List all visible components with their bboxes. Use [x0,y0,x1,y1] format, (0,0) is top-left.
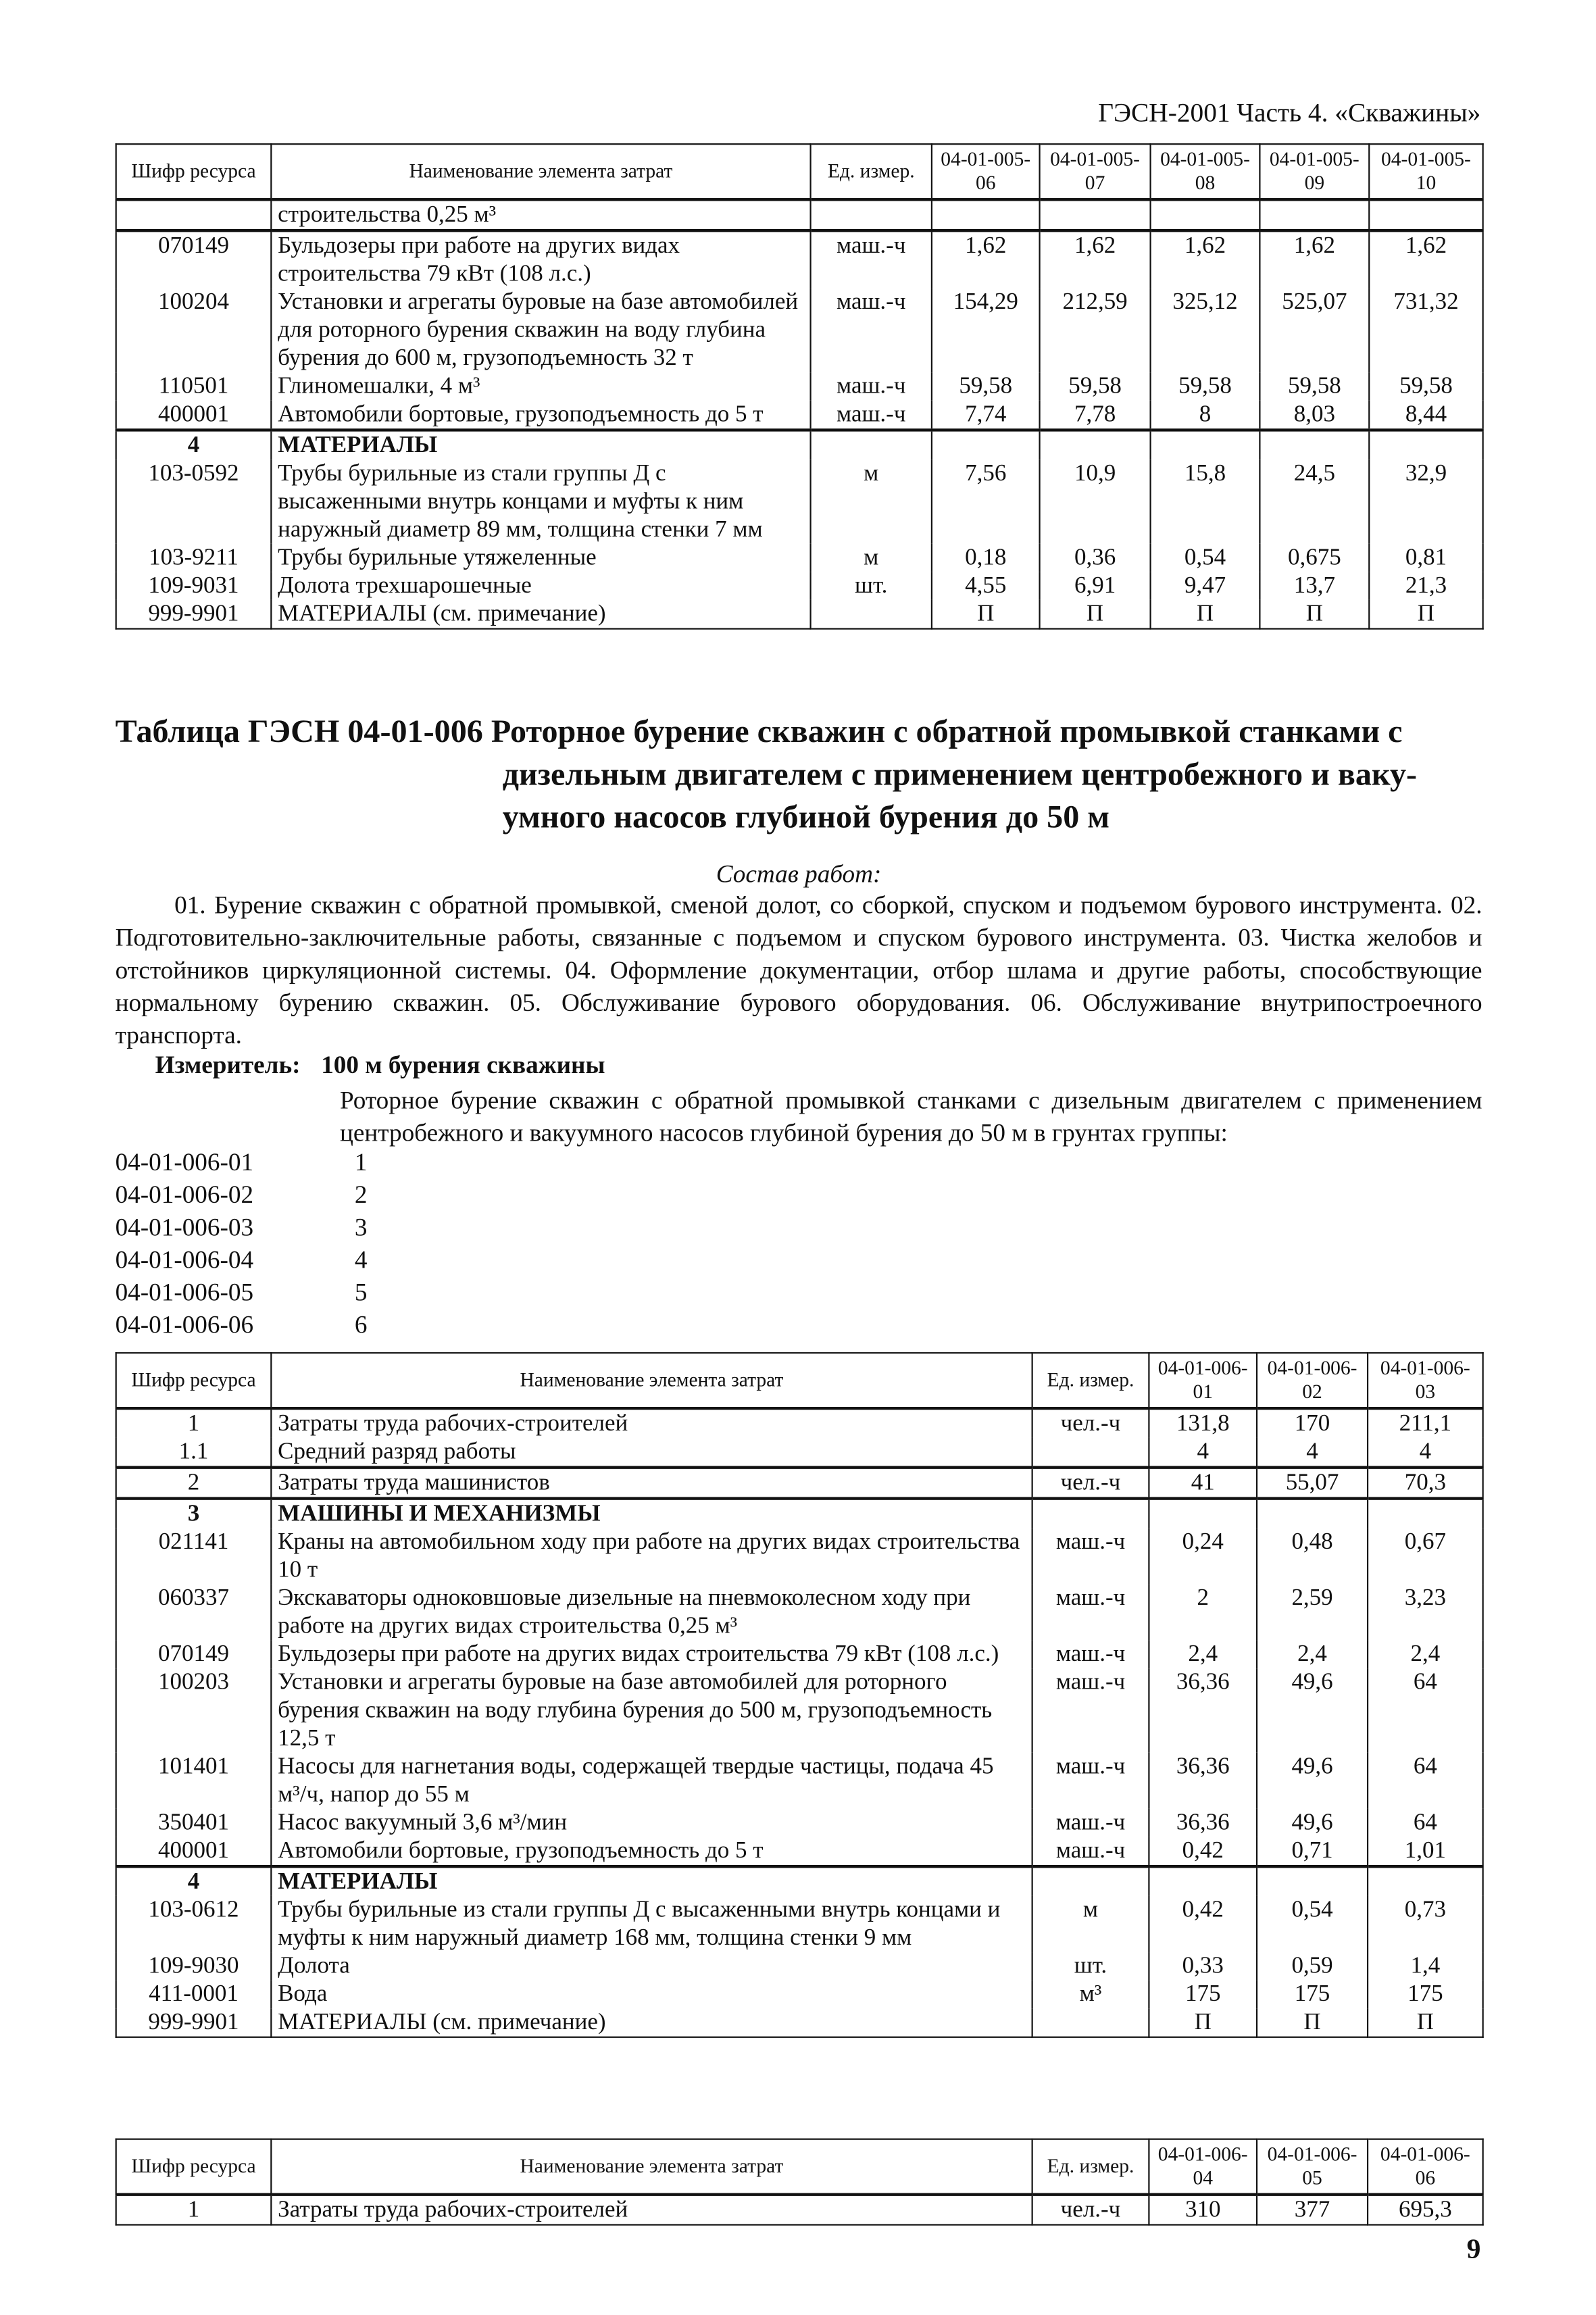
table-row [116,199,1483,230]
norm-value [1149,1499,1257,1528]
norm-value: 15,8 [1151,459,1260,544]
norm-value: 36,36 [1149,1753,1257,1809]
table-header-row [116,2139,1483,2195]
meter [155,1051,626,1080]
norm-value: 211,1 [1368,1408,1483,1438]
norm-value [1149,1866,1257,1896]
norm-value: 7,74 [932,401,1040,430]
resource-table-005 [116,143,1484,630]
norm-value: 49,6 [1257,1809,1368,1837]
header-name: Наименование элемента затрат [271,144,810,199]
unit: маш.-ч [1032,1837,1149,1866]
norm-code-item [116,1212,368,1244]
table-row [116,1809,1483,1837]
table-row [116,2008,1483,2037]
norm-value [1368,1866,1483,1896]
norm-value: 2,59 [1257,1584,1368,1640]
norm-description: Роторное бурение скважин с обратной промывкой станками с дизельным двигателем с применением центробежного и вакуумного насосов глубиной бурения до 50 м в грунтах группы: [340,1086,1482,1147]
resource-code: 021141 [116,1528,272,1584]
resource-name: Экскаваторы одноковшовые дизельные на пневмоколесном ходу при работе на других видах строительства 0,25 м³ [271,1584,1032,1640]
unit: маш.-ч [811,372,932,401]
header-norm-code: 04-01-005-08 [1151,144,1260,199]
table-header-row [116,1353,1483,1408]
title-line-2: дизельным двигателем с применением центробежного и ваку- [502,755,1418,793]
norm-value: П [1257,2008,1368,2037]
norm-value: П [932,600,1040,629]
norm-value: П [1149,2008,1257,2037]
table-row [116,459,1483,544]
table-row [116,1641,1483,1669]
resource-name: Долота [271,1952,1032,1981]
norm-value: 36,36 [1149,1668,1257,1753]
header-norm-code: 04-01-005-07 [1040,144,1151,199]
resource-code: 060337 [116,1584,272,1640]
norm-value [1151,430,1260,459]
unit: чел.-ч [1032,1468,1149,1499]
norm-value [1369,430,1482,459]
resource-code: 1 [116,1408,272,1438]
header-norm-code: 04-01-006-03 [1368,1353,1483,1408]
norm-code-item [116,1310,368,1342]
resource-code: 070149 [116,230,272,288]
norm-value: 4 [1257,1438,1368,1468]
norm-value [1151,199,1260,230]
running-header: ГЭСН-2001 Часть 4. «Скважины» [1098,97,1481,128]
resource-code: 109-9030 [116,1952,272,1981]
norm-value: 59,58 [1151,372,1260,401]
resource-code: 109-9031 [116,572,272,600]
norm-code: 04-01-006-05 [115,1278,254,1307]
norm-value: 0,24 [1149,1528,1257,1584]
resource-code: 999-9901 [116,600,272,629]
table-row [116,1981,1483,2009]
unit: м³ [1032,1981,1149,2009]
norm-value: 1,4 [1368,1952,1483,1981]
resource-code: 2 [116,1468,272,1499]
norm-value: П [1260,600,1369,629]
norm-value: 70,3 [1368,1468,1483,1499]
norm-value: 175 [1149,1981,1257,2009]
unit: шт. [1032,1952,1149,1981]
norm-value: 0,54 [1257,1896,1368,1952]
resource-name: МАТЕРИАЛЫ [271,1866,1032,1896]
norm-value: 59,58 [1369,372,1482,401]
unit: чел.-ч [1032,2195,1149,2225]
norm-code-item [116,1179,368,1212]
norm-value: 49,6 [1257,1668,1368,1753]
resource-table-006-b [116,2139,1484,2226]
header-name: Наименование элемента затрат [271,2139,1032,2195]
norm-value: 695,3 [1368,2195,1483,2225]
norm-value: 59,58 [932,372,1040,401]
soil-group: 2 [354,1180,368,1209]
resource-code: 400001 [116,401,272,430]
norm-value: 59,58 [1040,372,1151,401]
resource-code: 100203 [116,1668,272,1753]
norm-code: 04-01-006-02 [115,1180,254,1209]
norm-code-item [116,1147,368,1179]
norm-value: 2,4 [1368,1641,1483,1669]
resource-name: Глиномешалки, 4 м³ [271,372,810,401]
resource-code: 101401 [116,1753,272,1809]
norm-value: 3,23 [1368,1584,1483,1640]
header-unit: Ед. измер. [1032,1353,1149,1408]
norm-code: 04-01-006-03 [115,1213,254,1242]
soil-group: 3 [354,1213,368,1242]
resource-code: 411-0001 [116,1981,272,2009]
header-norm-code: 04-01-005-06 [932,144,1040,199]
resource-code [116,199,272,230]
table-row [116,430,1483,459]
unit: маш.-ч [1032,1753,1149,1809]
soil-group: 5 [354,1278,368,1307]
norm-value: 1,62 [1369,230,1482,288]
norm-value: 59,58 [1260,372,1369,401]
norm-code-item [116,1244,368,1276]
table-row [116,1837,1483,1866]
resource-name: Бульдозеры при работе на других видах строительства 79 кВт (108 л.с.) [271,230,810,288]
norm-value: 0,18 [932,544,1040,572]
unit: м [811,544,932,572]
table-row [116,1438,1483,1468]
header-norm-code: 04-01-005-10 [1369,144,1482,199]
norm-value: 0,42 [1149,1837,1257,1866]
norm-value: 7,78 [1040,401,1151,430]
norm-value: 2 [1149,1584,1257,1640]
resource-code: 999-9901 [116,2008,272,2037]
norm-value: П [1151,600,1260,629]
resource-name: Трубы бурильные из стали группы Д с высаженными внутрь концами и муфты к ним наружный диаметр 89 мм, толщина стенки 7 мм [271,459,810,544]
norm-value [1040,430,1151,459]
norm-value: П [1040,600,1151,629]
unit: м [1032,1896,1149,1952]
norm-value: 0,81 [1369,544,1482,572]
header-norm-code: 04-01-006-04 [1149,2139,1257,2195]
norm-value: П [1369,600,1482,629]
norm-value: 2,4 [1257,1641,1368,1669]
table-row [116,1896,1483,1952]
header-unit: Ед. измер. [811,144,932,199]
norm-value: 377 [1257,2195,1368,2225]
table-row [116,544,1483,572]
resource-name: Затраты труда машинистов [271,1468,1032,1499]
norm-value: П [1368,2008,1483,2037]
norm-code-item [116,1277,368,1310]
title-line-1: Таблица ГЭСН 04-01-006 Роторное бурение скважин с обратной промывкой станками с [115,712,1403,749]
unit: маш.-ч [1032,1528,1149,1584]
norm-value: 24,5 [1260,459,1369,544]
norm-value: 0,73 [1368,1896,1483,1952]
resource-code: 103-9211 [116,544,272,572]
resource-name: Насосы для нагнетания воды, содержащей твердые частицы, подача 45 м³/ч, напор до 55 м [271,1753,1032,1809]
table-row [116,572,1483,600]
norm-value: 1,62 [1260,230,1369,288]
norm-value: 36,36 [1149,1809,1257,1837]
norm-value: 154,29 [932,288,1040,372]
norm-value: 0,675 [1260,544,1369,572]
soil-group: 1 [354,1148,368,1176]
composition-text: 01. Бурение скважин с обратной промывкой, сменой долот, со сборкой, спуском и подъемом бурового инструмента. 02. Подготовительно-заключительные работы, связанные с подъемом и спуском бурового инструмента. 03. Чистка желобов и отстойников циркуляционной системы. 04. Оформление документации, отбор шлама и другие работы, способствующие нормальному бурению скважин. 05. Обслуживание бурового оборудования. 06. Обслуживание внутрипостроечного транспорта. [115,891,1482,1049]
header-name: Наименование элемента затрат [271,1353,1032,1408]
unit [811,430,932,459]
resource-name: Средний разряд работы [271,1438,1032,1468]
resource-name: МАТЕРИАЛЫ [271,430,810,459]
norm-value: 1,62 [1040,230,1151,288]
resource-code: 103-0612 [116,1896,272,1952]
norm-value: 175 [1257,1981,1368,2009]
unit: маш.-ч [811,230,932,288]
resource-name: строительства 0,25 м³ [271,199,810,230]
unit: маш.-ч [1032,1668,1149,1753]
unit: маш.-ч [1032,1641,1149,1669]
resource-name: Бульдозеры при работе на других видах строительства 79 кВт (108 л.с.) [271,1641,1032,1669]
table-row [116,1668,1483,1753]
title-line-3: умного насосов глубиной бурения до 50 м [502,797,1110,835]
table-row [116,1952,1483,1981]
unit: маш.-ч [1032,1809,1149,1837]
table-row [116,1584,1483,1640]
resource-name: Долота трехшарошечные [271,572,810,600]
norm-value: 325,12 [1151,288,1260,372]
norm-value [1257,1866,1368,1896]
norm-value: 8,03 [1260,401,1369,430]
meter-value: 100 м бурения скважины [321,1050,605,1079]
norm-value: 21,3 [1369,572,1482,600]
norm-code: 04-01-006-04 [115,1245,254,1274]
norm-value: 1,01 [1368,1837,1483,1866]
resource-name: Автомобили бортовые, грузоподъемность до 5 т [271,401,810,430]
norm-value: 310 [1149,2195,1257,2225]
resource-name: Затраты труда рабочих-строителей [271,1408,1032,1438]
norm-value: 4 [1368,1438,1483,1468]
resource-name: Насос вакуумный 3,6 м³/мин [271,1809,1032,1837]
norm-value: 0,33 [1149,1952,1257,1981]
table-row [116,1753,1483,1809]
resource-name: Трубы бурильные из стали группы Д с высаженными внутрь концами и муфты к ним наружный диаметр 168 мм, толщина стенки 9 мм [271,1896,1032,1952]
norm-codes-list [116,1147,368,1342]
resource-code: 1.1 [116,1438,272,1468]
resource-code: 1 [116,2195,272,2225]
header-norm-code: 04-01-006-01 [1149,1353,1257,1408]
norm-value: 4 [1149,1438,1257,1468]
resource-name: Установки и агрегаты буровые на базе автомобилей для роторного бурения скважин на воду глубина бурения до 600 м, грузоподъемность 32 т [271,288,810,372]
norm-value [1368,1499,1483,1528]
norm-value [932,199,1040,230]
resource-code: 100204 [116,288,272,372]
soil-group: 4 [354,1245,368,1274]
table-row [116,600,1483,629]
meter-label: Измеритель: [155,1050,301,1079]
resource-code: 103-0592 [116,459,272,544]
norm-value: 0,42 [1149,1896,1257,1952]
table-header-row [116,144,1483,199]
composition-label: Состав работ: [716,860,882,889]
resource-name: Вода [271,1981,1032,2009]
table-row [116,230,1483,288]
norm-value [1260,199,1369,230]
norm-value: 64 [1368,1668,1483,1753]
header-code: Шифр ресурса [116,144,272,199]
norm-value: 6,91 [1040,572,1151,600]
unit: м [811,459,932,544]
resource-name: МАТЕРИАЛЫ (см. примечание) [271,2008,1032,2037]
resource-code: 070149 [116,1641,272,1669]
norm-value [1260,430,1369,459]
resource-code: 4 [116,1866,272,1896]
header-code: Шифр ресурса [116,1353,272,1408]
norm-value: 1,62 [932,230,1040,288]
norm-value [932,430,1040,459]
unit [1032,1866,1149,1896]
resource-code: 3 [116,1499,272,1528]
norm-value: 64 [1368,1809,1483,1837]
header-norm-code: 04-01-005-09 [1260,144,1369,199]
norm-value: 731,32 [1369,288,1482,372]
resource-name: Автомобили бортовые, грузоподъемность до 5 т [271,1837,1032,1866]
header-unit: Ед. измер. [1032,2139,1149,2195]
table-row [116,1408,1483,1438]
resource-name: МАШИНЫ И МЕХАНИЗМЫ [271,1499,1032,1528]
resource-name: Затраты труда рабочих-строителей [271,2195,1032,2225]
norm-value: 4,55 [932,572,1040,600]
resource-name: Трубы бурильные утяжеленные [271,544,810,572]
table-row [116,288,1483,372]
table-row [116,401,1483,430]
norm-value: 55,07 [1257,1468,1368,1499]
unit: чел.-ч [1032,1408,1149,1438]
norm-value: 0,48 [1257,1528,1368,1584]
norm-value: 8 [1151,401,1260,430]
norm-value: 1,62 [1151,230,1260,288]
table-row [116,1528,1483,1584]
norm-value: 13,7 [1260,572,1369,600]
table-row [116,1499,1483,1528]
page-number: 9 [1466,2234,1481,2266]
header-norm-code: 04-01-006-06 [1368,2139,1483,2195]
norm-value [1257,1499,1368,1528]
resource-table-006-a [116,1352,1484,2038]
unit: маш.-ч [811,288,932,372]
norm-value: 0,36 [1040,544,1151,572]
unit [1032,1438,1149,1468]
norm-value: 0,59 [1257,1952,1368,1981]
resource-code: 400001 [116,1837,272,1866]
section-title [116,710,1482,838]
norm-value: 2,4 [1149,1641,1257,1669]
norm-value: 131,8 [1149,1408,1257,1438]
norm-value [1369,199,1482,230]
norm-value [1040,199,1151,230]
unit: маш.-ч [1032,1584,1149,1640]
unit [1032,1499,1149,1528]
table-row [116,2195,1483,2225]
norm-value: 175 [1368,1981,1483,2009]
norm-value: 0,54 [1151,544,1260,572]
norm-value: 9,47 [1151,572,1260,600]
norm-code: 04-01-006-06 [115,1310,254,1339]
unit: шт. [811,572,932,600]
norm-value: 41 [1149,1468,1257,1499]
resource-name: Краны на автомобильном ходу при работе на других видах строительства 10 т [271,1528,1032,1584]
norm-value: 0,67 [1368,1528,1483,1584]
norm-code: 04-01-006-01 [115,1148,254,1176]
resource-code: 350401 [116,1809,272,1837]
header-norm-code: 04-01-006-02 [1257,1353,1368,1408]
norm-value: 8,44 [1369,401,1482,430]
norm-value: 170 [1257,1408,1368,1438]
norm-value: 64 [1368,1753,1483,1809]
header-code: Шифр ресурса [116,2139,272,2195]
norm-value: 7,56 [932,459,1040,544]
unit [811,199,932,230]
norm-value: 32,9 [1369,459,1482,544]
unit [811,600,932,629]
soil-group: 6 [354,1310,368,1339]
norm-value: 0,71 [1257,1837,1368,1866]
table-row [116,1468,1483,1499]
table-row [116,372,1483,401]
resource-code: 110501 [116,372,272,401]
norm-value: 49,6 [1257,1753,1368,1809]
unit: маш.-ч [811,401,932,430]
resource-code: 4 [116,430,272,459]
resource-name: МАТЕРИАЛЫ (см. примечание) [271,600,810,629]
header-norm-code: 04-01-006-05 [1257,2139,1368,2195]
norm-value: 525,07 [1260,288,1369,372]
unit [1032,2008,1149,2037]
norm-value: 10,9 [1040,459,1151,544]
norm-value: 212,59 [1040,288,1151,372]
resource-name: Установки и агрегаты буровые на базе автомобилей для роторного бурения скважин на воду глубина бурения до 500 м, грузоподъемность 12,5 т [271,1668,1032,1753]
table-row [116,1866,1483,1896]
